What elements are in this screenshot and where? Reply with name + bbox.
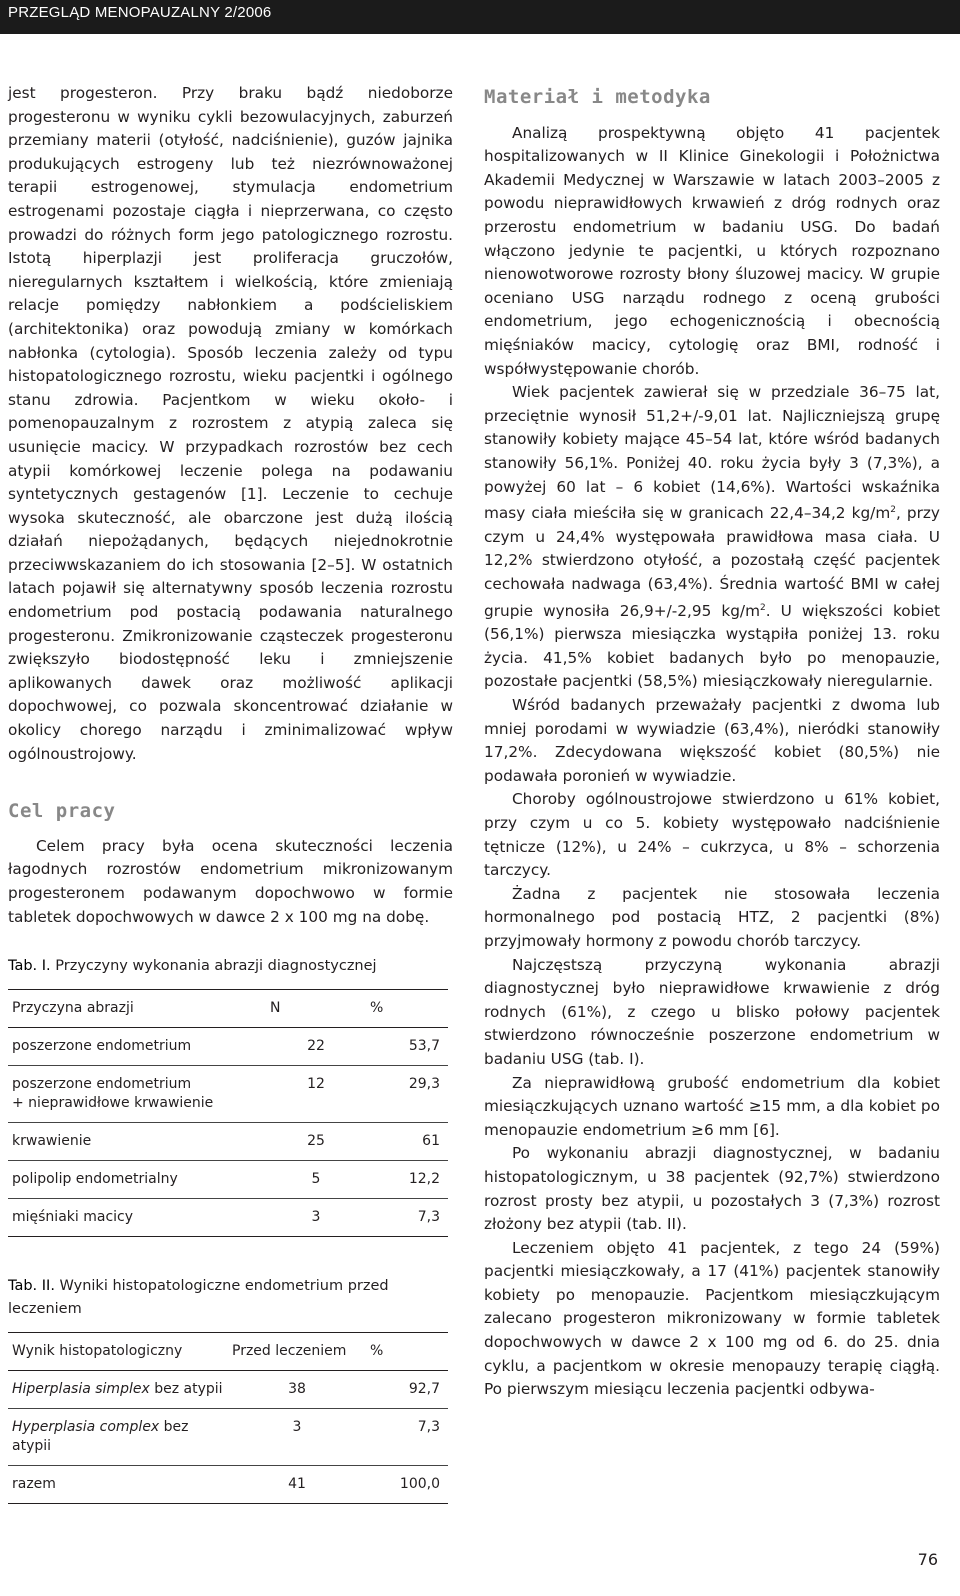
table-cell: [8, 1408, 228, 1465]
table2-col-result: Wynik histopatologiczny: [8, 1332, 228, 1370]
superscript: 2: [890, 505, 896, 516]
table-cell: 25: [266, 1122, 366, 1160]
cell-text: bez atypii: [12, 1418, 189, 1454]
table-row: [8, 1198, 448, 1236]
table-cell: [8, 1465, 228, 1503]
table-cell: 38: [228, 1370, 366, 1408]
table2-header-row: [8, 1332, 448, 1370]
table-cell: poszerzone endometrium: [8, 1027, 266, 1065]
right-column: [484, 86, 940, 1402]
table2-col-pct: %: [366, 1332, 448, 1370]
table-cell: 12: [266, 1065, 366, 1122]
text-run: , przy czym u 24,4% występowała prawidłowa masa ciała. U 12,2% stwierdzono otyłość, a pozostałą część pacjentek cechowała nadwaga (63,4%). Średnia wartość BMI w całej grupie wynosiła 26,9+/-2,95 kg/m: [484, 504, 940, 620]
table-cell: 41: [228, 1465, 366, 1503]
table-cell: 22: [266, 1027, 366, 1065]
table-cell: 61: [366, 1122, 448, 1160]
superscript: 2: [760, 602, 766, 613]
table-cell: [8, 1370, 228, 1408]
table-row: [8, 1122, 448, 1160]
table-cell: 53,7: [366, 1027, 448, 1065]
italic-term: Hiperplasia simplex: [12, 1380, 150, 1397]
table1: [8, 989, 448, 1237]
table-row: [8, 1408, 448, 1465]
body-paragraph: Po wykonaniu abrazji diagnostycznej, w badaniu histopatologicznym, u 38 pacjentek (92,7%) stwierdzono rozrost prosty bez atypii, u pozostałych 3 (7,3%) rozrost złożony bez atypii (tab. II).: [484, 1144, 940, 1234]
table-cell: 29,3: [366, 1065, 448, 1122]
journal-header: [0, 0, 960, 34]
table2: [8, 1332, 448, 1504]
table-cell: krwawienie: [8, 1122, 266, 1160]
table-row: [8, 1065, 448, 1122]
italic-term: Hyperplasia complex: [12, 1418, 160, 1435]
table1-caption-text: Przyczyny wykonania abrazji diagnostycznej: [55, 958, 377, 975]
table2-label: Tab. II.: [8, 1277, 55, 1294]
table1-caption: [8, 955, 453, 979]
body-paragraph: Analizą prospektywną objęto 41 pacjentek hospitalizowanych w II Klinice Ginekologii i Położnictwa Akademii Medycznej w Warszawie w latach 2003–2005 z powodu nieprawidłowych krwawień z dróg rodnych oraz przerostu endometrium w badaniu USG. Do badań włączono jedynie te pacjentki, u których rozpoznano nienowotworowe rozrosty błony śluzowej macicy. W grupie oceniano USG narządu rodnego z oceną grubości endometrium, jego echogenicznością i obecnością mięśniaków macicy, cytologię oraz BMI, rodność i współwystępowanie chorób.: [484, 123, 940, 378]
left-column: [8, 82, 453, 1504]
page-number: 76: [917, 1550, 938, 1569]
table-cell: 7,3: [366, 1408, 448, 1465]
table-row: [8, 1027, 448, 1065]
journal-title: PRZEGLĄD MENOPAUZALNY 2/2006: [8, 4, 272, 21]
table-cell: 7,3: [366, 1198, 448, 1236]
table-cell: 92,7: [366, 1370, 448, 1408]
table-cell: mięśniaki macicy: [8, 1198, 266, 1236]
table-cell: 3: [266, 1198, 366, 1236]
table-cell: 100,0: [366, 1465, 448, 1503]
table1-col-pct: %: [366, 989, 448, 1027]
cell-text: razem: [12, 1475, 56, 1492]
body-paragraph: Choroby ogólnoustrojowe stwierdzono u 61% kobiet, przy czym u co 5. kobiety występowało nadciśnienie tętnicze (12%), u 24% – cukrzyca, u 8% – schorzenia tarczycy.: [484, 790, 940, 880]
table1-col-cause: Przyczyna abrazji: [8, 989, 266, 1027]
table-row: [8, 1370, 448, 1408]
body-paragraph: Najczęstszą przyczyną wykonania abrazji diagnostycznej było nieprawidłowe krwawienie z dróg rodnych (61%), z czego u blisko połowy pacjentek stwierdzono równocześnie poszerzone endometrium w badaniu USG (tab. I).: [484, 955, 940, 1068]
text-run: Wiek pacjentek zawierał się w przedziale 36–75 lat, przeciętnie wynosił 51,2+/-9,01 lat. Najliczniejszą grupę stanowiły kobiety mające 45–54 lat, które wśród badanych stanowiły 56,1%. Poniżej 40. roku życia były 3 (7,3%), a powyżej 60 lat – 6 kobiet (14,6%). Wartości wskaźnika masy ciała mieściła się w granicach 22,4–34,2 kg/m: [484, 383, 940, 523]
table-row: [8, 1160, 448, 1198]
body-paragraph: jest progesteron. Przy braku bądź niedoborze progesteronu w wyniku cykli bezowulacyjnych, zaburzeń przemiany materii (otyłość, nadciśnienie), guzów jajnika produkujących estrogeny lub też niezrównoważonej terapii estrogenowej, stymulacja endometrium estrogenami pozostaje ciągła i nieprzerwana, co często prowadzi do różnych form jego patologicznego rozrostu. Istotą hiperplazji jest proliferacja gruczołów, nieregularnych kształtem i wielkością, które zmieniają relacje pomiędzy nabłonkiem a podścieliskiem (architektonika) oraz powodują zmiany w komórkach nabłonka (cytologia). Sposób leczenia zależy od typu histopatologicznego rozrostu, wieku pacjentki i ogólnego stanu zdrowia. Pacjentkom w wieku około- i pomenopauzalnym z rozrostem z atypią zaleca się usunięcie macicy. W przypadkach rozrostów bez cech atypii komórkowej leczenie polega na podawaniu syntetycznych gestagenów [1]. Leczenie to cechuje wysoka skuteczność, ale obarczone jest dużą ilością działań niepożądanych, będących niejednokrotnie przeciwwskazaniem do ich stosowania [2–5]. W ostatnich latach pojawił się alternatywny sposób leczenia rozrostu endometrium pod postacią podawania naturalnego progesteronu. Zmikronizowanie cząsteczek progesteronu zwiększyło biodostępność leku i zmniejszenie aplikowanych dawek oraz możliwość aplikacji dopochwowej, co pozwala skoncentrować działanie w okolicy chorego narządu i zminimalizować wpływ ogólnoustrojowy.: [8, 84, 453, 763]
body-paragraph: Żadna z pacjentek nie stosowała leczenia hormonalnego pod postacią HTZ, 2 pacjentki (8%) przyjmowały hormony z powodu chorób tarczycy.: [484, 884, 940, 950]
table2-col-before: Przed leczeniem: [228, 1332, 366, 1370]
body-paragraph: Za nieprawidłową grubość endometrium dla kobiet miesiączkujących uznano wartość ≥15 mm, a dla kobiet po menopauzie endometrium ≥6 mm [6].: [484, 1073, 940, 1139]
body-paragraph: Leczeniem objęto 41 pacjentek, z tego 24 (59%) pacjentki miesiączkowały, a 17 (41%) pacjentek stanowiły kobiety po menopauzie. Pacjentkom miesiączkującym zalecano progesteron mikronizowany w formie tabletek dopochwowych w dawce 2 x 100 mg od 6. do 25. dnia cyklu, a pacjentkom w okresie menopauzy terapię ciągłą. Po pierwszym miesiącu leczenia pacjentki odbywa-: [484, 1238, 940, 1399]
body-paragraph: Wśród badanych przeważały pacjentki z dwoma lub mniej porodami w wywiadzie (63,4%), nieródki stanowiły 17,2%. Zdecydowana większość kobiet (80,5%) nie podawała poronień w wywiadzie.: [484, 696, 940, 785]
body-paragraph: Celem pracy była ocena skuteczności leczenia łagodnych rozrostów endometrium mikronizowanym progesteronem podawanym dopochwowo w formie tabletek dopochwowych w dawce 2 x 100 mg na dobę.: [8, 836, 453, 926]
table-row: [8, 1465, 448, 1503]
table-cell: 5: [266, 1160, 366, 1198]
table1-col-n: N: [266, 989, 366, 1027]
body-paragraph: [484, 381, 940, 694]
table-cell: polipolip endometrialny: [8, 1160, 266, 1198]
table-cell: 3: [228, 1408, 366, 1465]
table2-caption: [8, 1275, 453, 1322]
section-heading-cel: Cel pracy: [8, 800, 116, 823]
table1-header-row: [8, 989, 448, 1027]
cell-text: bez atypii: [149, 1380, 223, 1397]
table-cell: poszerzone endometrium + nieprawidłowe krwawienie: [8, 1065, 266, 1122]
text-run: . U większości kobiet (56,1%) pierwsza miesiączka wystąpiła poniżej 13. roku życia. 41,5% kobiet badanych było po menopauzie, pozostałe pacjentki (58,5%) miesiączkowały nieregularnie.: [484, 601, 940, 691]
table2-caption-text: Wyniki histopatologiczne endometrium przed leczeniem: [8, 1277, 389, 1318]
section-heading-material: Materiał i metodyka: [484, 86, 711, 108]
table-cell: 12,2: [366, 1160, 448, 1198]
table1-label: Tab. I.: [8, 958, 51, 975]
